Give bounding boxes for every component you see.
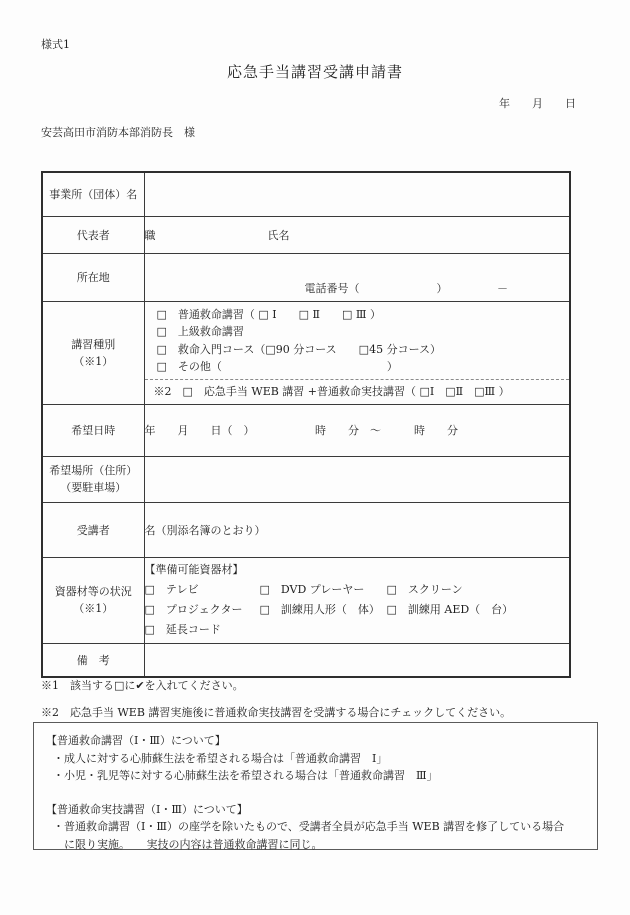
- info-spacer: [46, 785, 589, 801]
- desired-place-field[interactable]: [144, 456, 570, 502]
- info-section1-title: 【普通救命講習（Ⅰ・Ⅲ）について】: [46, 734, 226, 747]
- table-row: [42, 456, 570, 502]
- info-section2-title: 【普通救命実技講習（Ⅰ・Ⅲ）について】: [46, 802, 248, 816]
- info-section1-item: ・小児・乳児等に対する心肺蘇生法を希望される場合は「普通救命講習 Ⅲ」: [53, 769, 438, 782]
- course-type-label: [42, 301, 144, 404]
- info-section2-item: に限り実施。 実技の内容は普通救命講習に同じ。: [53, 837, 323, 851]
- remarks-field[interactable]: [144, 643, 570, 677]
- equipment-header: 【準備可能資器材】: [144, 563, 244, 576]
- course-type-label-line2: （※1）: [73, 354, 114, 368]
- phone-number-line[interactable]: 電話番号（ ） －: [304, 281, 508, 295]
- desired-place-label-line2: （要駐車場）: [60, 481, 127, 494]
- course-info-box: [33, 722, 598, 850]
- equipment-label: [42, 557, 144, 643]
- address-label: 所在地: [42, 253, 144, 301]
- business-name-label: 事業所（団体）名: [42, 172, 144, 216]
- attendees-field[interactable]: 名（別添名簿のとおり）: [144, 502, 570, 557]
- course-option-nyuumon[interactable]: □ 救命入門コース（□90 分コース □45 分コース）: [156, 342, 442, 356]
- remarks-label: 備 考: [42, 643, 144, 677]
- post-label: 職: [144, 228, 156, 242]
- equipment-label-line2: （※1）: [73, 602, 114, 615]
- course-option-list: [145, 302, 570, 379]
- application-form-table: [41, 171, 571, 678]
- equipment-label-line1: 資器材等の状況: [54, 585, 132, 598]
- equipment-grid: [145, 580, 570, 640]
- course-type-label-line1: 講習種別: [71, 337, 116, 351]
- desired-datetime-field[interactable]: 年 月 日（ ） 時 分 ～ 時 分: [144, 404, 570, 456]
- attendees-label: 受講者: [42, 502, 144, 557]
- course-option-sonota[interactable]: □ その他（ ）: [156, 360, 398, 373]
- desired-place-label-line1: 希望場所（住所）: [49, 464, 138, 477]
- info-section2-item: ・普通救命講習（Ⅰ・Ⅲ）の座学を除いたもので、受講者全員が応急手当 WEB 講習を修了している場合: [53, 820, 565, 833]
- form-code-label: 様式1: [41, 38, 70, 51]
- course-type-field: [144, 301, 570, 404]
- table-row: [42, 557, 570, 643]
- table-row: [42, 404, 570, 456]
- course-option-futsuu[interactable]: □ 普通救命講習（ □ Ⅰ □ Ⅱ □ Ⅲ ）: [156, 307, 381, 321]
- course-option-web[interactable]: ※2 □ 応急手当 WEB 講習 +普通救命実技講習（ □Ⅰ □Ⅱ □Ⅲ ）: [145, 379, 570, 404]
- footnote-2: ※2 応急手当 WEB 講習実施後に普通救命実技講習を受講する場合にチェックしてください。: [41, 706, 512, 719]
- equipment-option-training-aed[interactable]: □ 訓練用 AED（ 台）: [386, 603, 514, 616]
- equipment-option-training-manikin[interactable]: □ 訓練用人形（ 体）: [259, 603, 380, 616]
- representative-field[interactable]: [144, 216, 570, 253]
- representative-label: 代表者: [42, 216, 144, 253]
- address-field[interactable]: [144, 253, 570, 301]
- table-row: [42, 502, 570, 557]
- business-name-field[interactable]: [144, 172, 570, 216]
- date-line: 年 月 日: [499, 97, 576, 110]
- desired-place-label: [42, 456, 144, 502]
- table-row: [42, 301, 570, 404]
- table-row: [42, 172, 570, 216]
- info-section1-item: ・成人に対する心肺蘇生法を希望される場合は「普通救命講習 Ⅰ」: [53, 751, 388, 765]
- equipment-field: [144, 557, 570, 643]
- equipment-option-dvd-player[interactable]: □ DVD プレーヤー: [259, 583, 365, 596]
- equipment-option-screen[interactable]: □ スクリーン: [386, 583, 463, 596]
- desired-datetime-label: 希望日時: [42, 404, 144, 456]
- addressee-line: 安芸高田市消防本部消防長 様: [41, 126, 195, 139]
- equipment-option-tv[interactable]: □ テレビ: [144, 583, 199, 596]
- table-row: [42, 216, 570, 253]
- equipment-option-projector[interactable]: □ プロジェクター: [144, 603, 243, 616]
- table-row: [42, 643, 570, 677]
- table-row: [42, 253, 570, 301]
- name-label: 氏名: [267, 228, 290, 242]
- course-option-joukyuu[interactable]: □ 上級救命講習: [156, 325, 244, 338]
- page-title: 応急手当講習受講申請書: [226, 63, 403, 81]
- footnote-1: ※1 該当する□に✔を入れてください。: [41, 679, 244, 692]
- equipment-option-extension-cord[interactable]: □ 延長コード: [144, 623, 221, 636]
